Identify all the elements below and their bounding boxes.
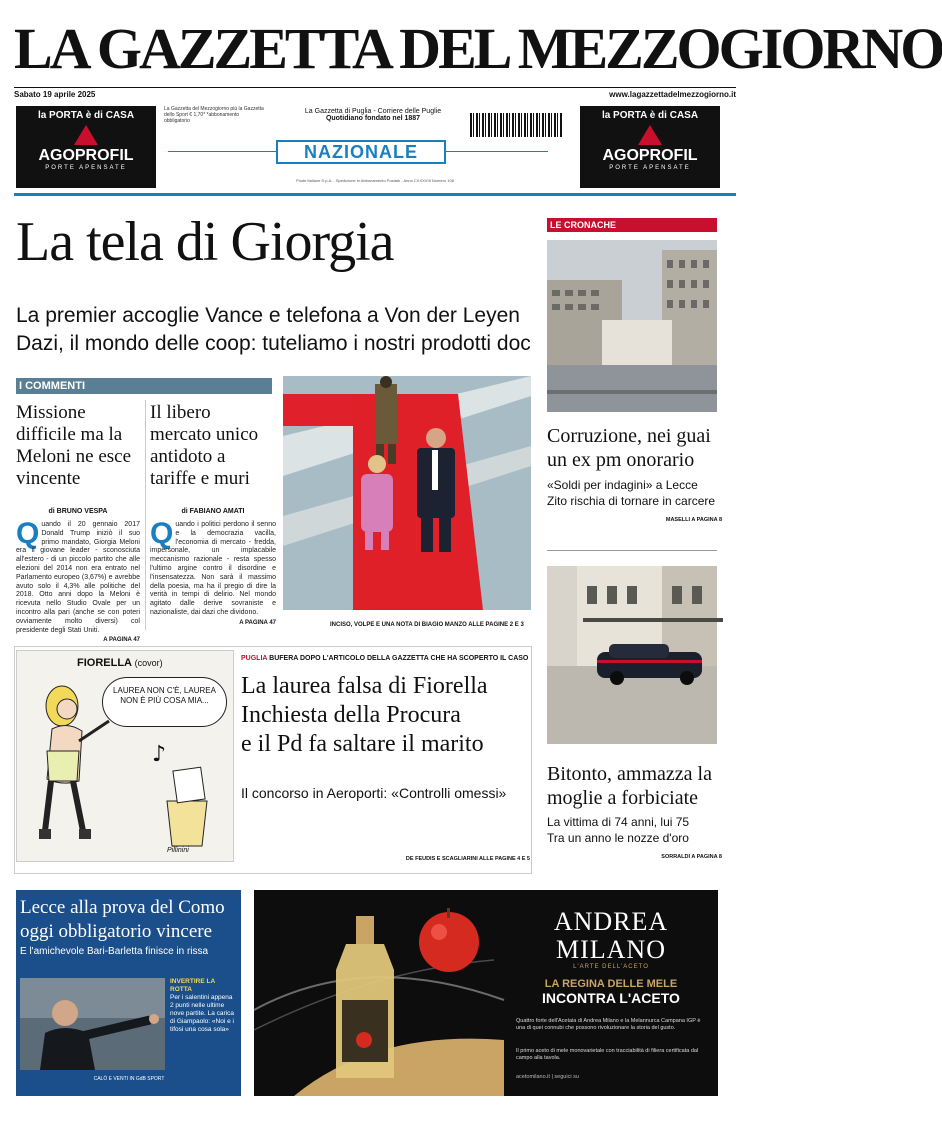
ad-brand: AGOPROFIL	[38, 147, 134, 164]
lead-sub-1: La premier accoglie Vance e telefona a Von der Leyen	[16, 304, 520, 327]
sport-box[interactable]	[16, 890, 241, 1096]
puglia-ref[interactable]: DE FEUDIS E SCAGLIARINI ALLE PAGINE 4 E 5	[405, 856, 530, 862]
lead-photo-caption[interactable]: INCISO, VOLPE E UNA NOTA DI BIAGIO MANZO ALLE PAGINE 2 E 3	[330, 622, 524, 628]
sport-side-text: Per i salentini appena 2 punti nelle ultime nove partite. La carica di Giampaolo: «Noi e i tifosi una cosa sola»	[170, 994, 234, 1033]
headline-line-3: e il Pd fa saltare il marito	[241, 731, 484, 757]
founded-line: Quotidiano fondato nel 1887	[325, 115, 421, 122]
ad-brand: AGOPROFIL	[602, 147, 698, 164]
story-1-ref[interactable]: MASELLI A PAGINA 8	[665, 517, 722, 523]
sport-sidebar	[170, 978, 236, 1034]
cartoon-panel[interactable]	[16, 650, 234, 862]
headline-line-2: Inchiesta della Procura	[241, 702, 461, 728]
header-rule	[14, 193, 736, 196]
svg-text:♪: ♪	[152, 742, 167, 767]
puglia-headline[interactable]	[241, 672, 531, 759]
sport-sub: E l'amichevole Bari-Barletta finisce in rissa	[20, 946, 209, 957]
sport-side-head: INVERTIRE LA ROTTA	[170, 978, 215, 993]
masthead-divider	[14, 87, 736, 88]
ad-agoprofil-left[interactable]	[16, 106, 156, 188]
coach-photo	[20, 978, 165, 1070]
cronache-photo-2[interactable]	[547, 566, 717, 744]
sport-caption: CALÒ E VENTI IN GdB SPORT	[93, 1076, 165, 1082]
comment-left-body	[16, 517, 140, 635]
story-2-title: Bitonto, ammazza la moglie a forbiciate	[547, 763, 712, 809]
cartoonist-signature: Pillinini	[167, 847, 189, 854]
story-1-title: Corruzione, nei guai un ex pm onorario	[547, 425, 711, 471]
sport-photo	[20, 978, 165, 1070]
tribunale-building-photo	[547, 240, 717, 412]
meloni-vance-photo	[283, 376, 531, 610]
cronache-photo-1[interactable]	[547, 240, 717, 412]
price-info: La Gazzetta del Mezzogiorno più la Gazzetta dello Sport € 1,70* *abbonamento obbligatorio	[164, 106, 264, 124]
lead-photo[interactable]	[283, 376, 531, 610]
carabinieri-car-photo	[547, 566, 717, 744]
kicker-text: BUFERA DOPO L'ARTICOLO DELLA GAZZETTA CHE HA SCOPERTO IL CASO	[269, 655, 529, 662]
ad-slogan-1: LA REGINA DELLE MELE	[544, 978, 678, 990]
ad-brand-sub: L'ARTE DELL'ACETO	[573, 964, 649, 970]
cartoon-header-name: FIORELLA	[77, 657, 132, 669]
comment-right-body	[150, 517, 276, 618]
comment-right-title: Il libero mercato unico antidoto a tariffe e muri	[150, 402, 259, 489]
kicker-region: PUGLIA	[241, 655, 268, 662]
cronache-story-2[interactable]	[547, 762, 722, 860]
edition-label: NAZIONALE	[276, 140, 446, 164]
ad-url[interactable]: acetomilano.it | seguici su	[516, 1074, 579, 1080]
ad-slogan-2: INCONTRA L'ACETO	[542, 990, 680, 1006]
lead-subheads	[16, 302, 536, 358]
ad-text-1: Quattro forte dell'Acetaia di Andrea Milano e la Melannurca Campana IGP è una di quei connubi che possono rivoluzionare la storia del gusto.	[516, 1018, 701, 1031]
ad-text-2: Il primo aceto di mele monovarietale con tracciabilità di filiera certificata dal campo alla tavola.	[516, 1048, 699, 1061]
puglia-kicker	[241, 655, 528, 662]
drop-cap: Q	[16, 517, 40, 550]
paper-names: La Gazzetta di Puglia - Corriere delle Puglie	[304, 108, 442, 115]
cronache-divider	[547, 550, 717, 551]
ad-brand-block	[516, 908, 706, 970]
sport-title: Lecce alla prova del Como oggi obbligatorio vincere	[20, 897, 225, 942]
speech-bubble: LAUREA NON C'È, LAUREA NON È PIÙ COSA MIA...	[102, 677, 227, 727]
puglia-sub: Il concorso in Aeroporti: «Controlli omessi»	[241, 785, 507, 801]
comments-section-tag: I COMMENTI	[16, 378, 272, 394]
ad-slogan	[516, 978, 706, 1006]
column-divider	[145, 400, 146, 630]
drop-cap: Q	[150, 517, 174, 550]
comment-left[interactable]	[16, 402, 140, 643]
story-2-ref[interactable]: SORRALDI A PAGINA 8	[661, 854, 722, 860]
masthead-title: LA GAZZETTA DEL MEZZOGIORNO	[14, 16, 942, 81]
story-2-sub1: La vittima di 74 anni, lui 75	[547, 815, 690, 829]
barcode-icon	[470, 113, 562, 137]
door-logo-icon	[638, 125, 662, 145]
comment-left-title: Missione difficile ma la Meloni ne esce vincente	[16, 402, 132, 489]
masthead-subtitle	[268, 108, 478, 122]
ad-brand-2: MILANO	[556, 935, 666, 964]
cartoon-header-note: (covor)	[134, 658, 163, 668]
ad-brand-1: ANDREA	[553, 907, 669, 936]
ad-subtag: PORTE APENSATE	[45, 165, 127, 171]
comment-left-byline: di BRUNO VESPA	[48, 508, 108, 515]
comment-left-text: uando il 20 gennaio 2017 Donald Trump iniziò il suo primo mandato, Giorgia Meloni era il giovane leader - sconosciuta all'estero - di un piccolo partito che alle elezioni del 2014 non era entrato nel Parlamento europeo (3,67%) e avrebbe avuto solo il 4,3% alle politiche del 2018. Otto anni dopo la Meloni è ricevuta nello Studio Ovale per un incontro alla pari (anche se con poteri ovviamente molto diversi) col presidente degli Stati Uniti.	[16, 521, 140, 634]
cartoon-drawing	[17, 651, 235, 863]
story-1-sub2: Zito rischia di tornare in carcere	[547, 494, 716, 508]
headline-line-1: La laurea falsa di Fiorella	[241, 673, 488, 699]
website-link[interactable]: www.lagazzettadelmezzogiorno.it	[609, 90, 736, 99]
comment-right-byline: di FABIANO AMATI	[181, 508, 245, 515]
story-1-sub: «Soldi per indagini» a Lecce	[547, 478, 698, 492]
lead-headline[interactable]: La tela di Giorgia	[16, 211, 394, 273]
comment-left-ref[interactable]: A PAGINA 47	[103, 637, 140, 644]
door-logo-icon	[74, 125, 98, 145]
lead-sub-2: Dazi, il mondo delle coop: tuteliamo i nostri prodotti doc	[16, 332, 531, 355]
postal-fine-print: Poste Italiane S.p.A. - Spedizione in Abbonamento Postale - Anno CXXXVIII Numero 108	[296, 178, 454, 183]
comment-right[interactable]	[150, 402, 276, 626]
comment-right-ref[interactable]: A PAGINA 47	[239, 619, 276, 626]
ad-andrea-milano[interactable]	[254, 890, 718, 1096]
ad-agoprofil-right[interactable]	[580, 106, 720, 188]
story-2-sub2: Tra un anno le nozze d'oro	[547, 831, 689, 845]
cronache-tag: LE CRONACHE	[547, 218, 717, 232]
cronache-story-1[interactable]	[547, 424, 722, 523]
ad-tagline: la PORTA è di CASA	[601, 110, 699, 121]
ad-subtag: PORTE APENSATE	[609, 165, 691, 171]
issue-date: Sabato 19 aprile 2025	[14, 90, 96, 99]
comment-right-text: uando i politici perdono il senno e la democrazia vacilla, l'economia di mercato - fredda, impersonale, un implacabile meccanismo razionale - resta spesso l'ultimo argine contro il disordine e l'insensatezza. Non sarà il massimo della poesia, ma ha il pregio di dire la verità in tempi di delirio. Nel mondo agitato dalle derive sovraniste e nazionaliste, dai dazi che dividono.	[150, 521, 276, 616]
ad-tagline: la PORTA è di CASA	[37, 110, 135, 121]
